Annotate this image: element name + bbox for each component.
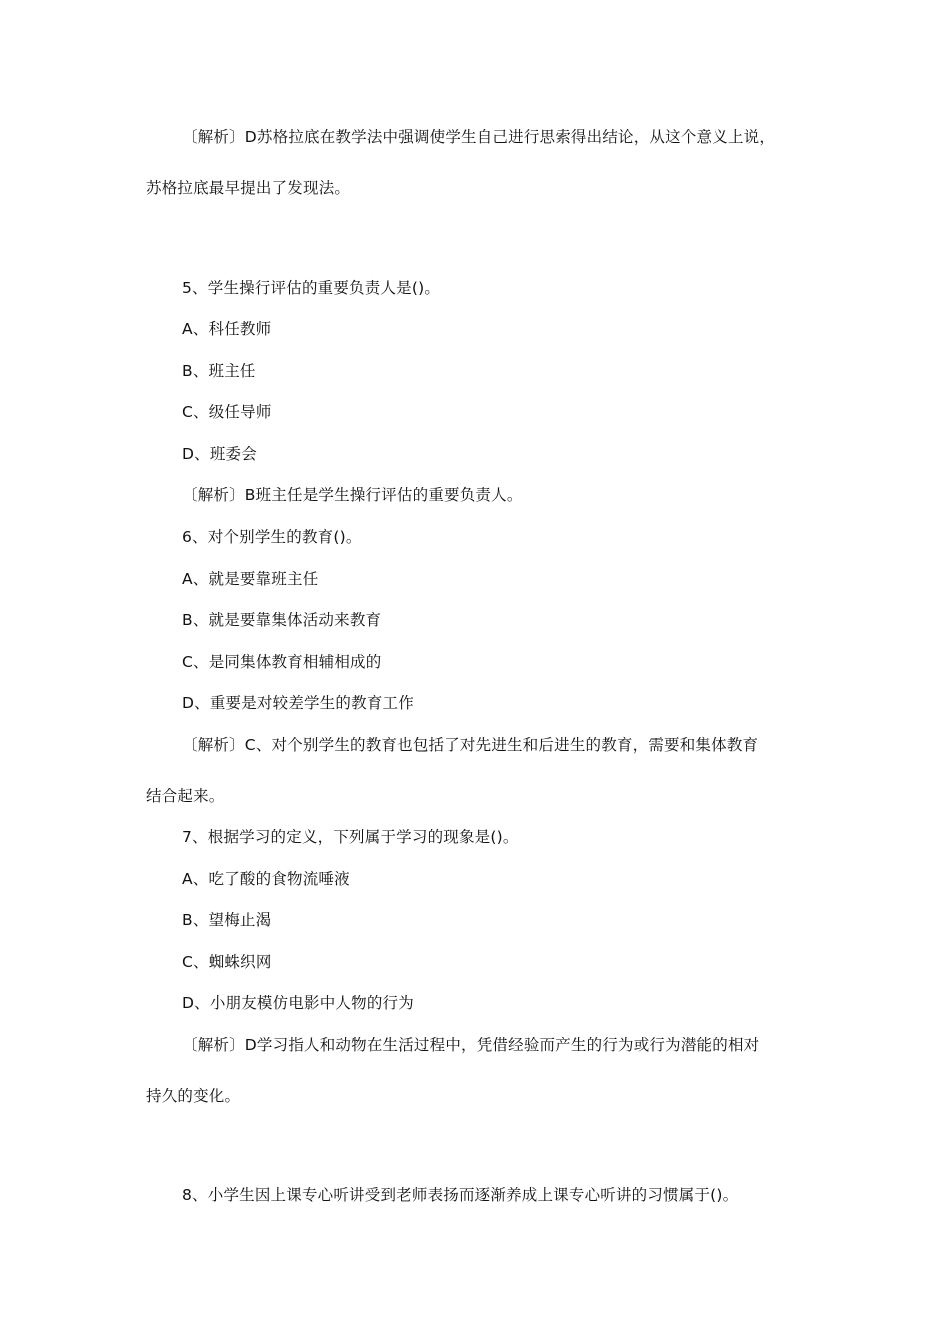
- option-7b: B、望梅止渴: [182, 911, 272, 929]
- option-6c: C、是同集体教育相辅相成的: [182, 653, 382, 671]
- option-6a: A、就是要靠班主任: [182, 570, 319, 588]
- question-7: 7、根据学习的定义，下列属于学习的现象是()。: [182, 828, 519, 846]
- explanation-q4-line2: 苏格拉底最早提出了发现法。: [146, 179, 351, 197]
- option-6b: B、就是要靠集体活动来教育: [182, 611, 382, 629]
- question-6: 6、对个别学生的教育()。: [182, 528, 362, 546]
- option-7c: C、蜘蛛织网: [182, 953, 272, 971]
- explanation-q6-line2: 结合起来。: [146, 787, 225, 805]
- option-7a: A、吃了酸的食物流唾液: [182, 870, 350, 888]
- option-5c: C、级任导师: [182, 403, 272, 421]
- option-7d: D、小朋友模仿电影中人物的行为: [182, 994, 414, 1012]
- option-6d: D、重要是对较差学生的教育工作: [182, 694, 414, 712]
- option-5a: A、科任教师: [182, 320, 272, 338]
- explanation-q7-line2: 持久的变化。: [146, 1087, 241, 1105]
- question-5: 5、学生操行评估的重要负责人是()。: [182, 279, 441, 297]
- explanation-q6-line1: 〔解析〕C、对个别学生的教育也包括了对先进生和后进生的教育，需要和集体教育: [182, 736, 759, 754]
- option-5b: B、班主任: [182, 362, 256, 380]
- explanation-q4-line1: 〔解析〕D苏格拉底在教学法中强调使学生自己进行思索得出结论，从这个意义上说，: [182, 128, 776, 146]
- option-5d: D、班委会: [182, 445, 257, 463]
- explanation-q5: 〔解析〕B班主任是学生操行评估的重要负责人。: [182, 486, 523, 504]
- explanation-q7-line1: 〔解析〕D学习指人和动物在生活过程中，凭借经验而产生的行为或行为潜能的相对: [182, 1036, 760, 1054]
- question-8: 8、小学生因上课专心听讲受到老师表扬而逐渐养成上课专心听讲的习惯属于()。: [182, 1186, 739, 1204]
